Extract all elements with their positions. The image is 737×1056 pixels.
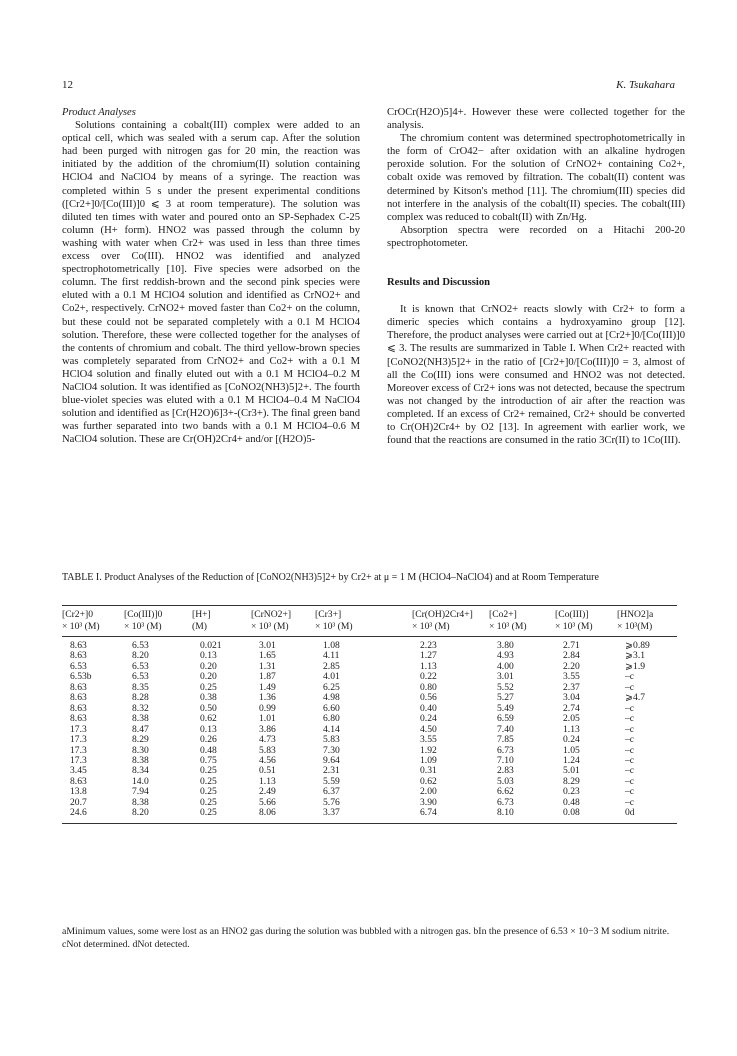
table-row: [62, 637, 677, 652]
table-cell: 4.56: [259, 754, 276, 766]
table-cell: 17.3: [70, 723, 87, 735]
table-cell: 1.92: [420, 744, 437, 756]
paragraph-absorption-spectra: Absorption spectra were recorded on a Hitachi 200-20 spectrophotometer.: [387, 224, 685, 249]
table-cell: 0.24: [563, 734, 580, 746]
table-cell: 1.36: [259, 692, 276, 704]
table-cell: 0.25: [200, 681, 217, 693]
table-cell: 7.94: [132, 786, 149, 798]
product-analyses-table: [62, 605, 677, 824]
table-cell: 6.60: [323, 702, 340, 714]
table-cell: 8.38: [132, 754, 149, 766]
table-cell: –c: [625, 744, 635, 756]
table-cell: 8.30: [132, 744, 149, 756]
table-cell: 6.53: [132, 660, 149, 672]
table-cell: 1.27: [420, 650, 437, 662]
table-cell: 4.93: [497, 650, 514, 662]
table-cell: 3.04: [563, 692, 580, 704]
table-cell: 6.53: [132, 671, 149, 683]
table-cell: 0.25: [200, 786, 217, 798]
table-cell: 1.08: [323, 640, 340, 651]
table-cell: 3.80: [497, 640, 514, 651]
table-cell: 6.80: [323, 713, 340, 725]
table-cell: 8.28: [132, 692, 149, 704]
column-header-name: [Co2+]: [489, 609, 517, 620]
column-header-unit: × 10³(M): [617, 620, 653, 632]
table-cell: 6.59: [497, 713, 514, 725]
table-cell: 8.20: [132, 807, 149, 819]
table-cell: 5.49: [497, 702, 514, 714]
table-cell: ⩾3.1: [625, 650, 646, 662]
table-cell: 1.05: [563, 744, 580, 756]
table-cell: 5.52: [497, 681, 514, 693]
table-cell: 8.10: [497, 807, 514, 819]
product-analyses-paragraph: Solutions containing a cobalt(III) complex were added to an optical cell, which was sealed with a serum cap. After the solution had been purged with nitrogen gas for 20 min, the reaction was initiated by the addition of the chromium(II) solution containing HClO4 and NaClO4 by means of a syringe. The reaction was completed within 5 s under the present experimental conditions ([Cr2+]0/[Co(III)]0 ⩽ 3 at room temperature). The solution was diluted ten times with water and poured onto an SP-Sephadex C-25 column (H+ form). HNO2 was passed through the column by washing with water when Cr2+ was used in less than three times excess over Co(III). HNO2 was identified and analyzed spectrophotometrically [10]. Five species were adsorbed on the column. The first reddish-brown and the second pink species were eluted with a 0.1 M HClO4 solution and identified as CrNO2+ and Co2+, respectively. CrNO2+ moved faster than Co2+ on the column, but these could not be separated completely with a 0.1 M HClO4 solution. Therefore, these were collected together for the analyses of the contents of chromium and cobalt. The third yellow-brown species was completely separated from CrNO2+ and Co2+ with a 0.1 M HClO4 solution and finally eluted out with a 0.1 M HClO4–0.2 M NaClO4 solution. It was identified as [CoNO2(NH3)5]2+. The fourth blue-violet species was eluted with a 0.1 M HClO4–0.4 M NaClO4 solution and identified as [Cr(H2O)6]3+-(Cr3+). The final green band was further separated into two bands with a 0.1 M HClO4–0.6 M NaClO4 solution. These are Cr(OH)2Cr4+ and/or [(H2O)5-: [62, 120, 360, 446]
table-cell: 1.13: [563, 723, 580, 735]
table-cell: –c: [625, 671, 635, 683]
table-cell: ⩾4.7: [625, 692, 646, 704]
column-header: [555, 606, 617, 637]
table-cell: 5.83: [259, 744, 276, 756]
table-cell: –c: [625, 765, 635, 777]
table-cell: 3.55: [563, 671, 580, 683]
table-cell: 6.53: [132, 640, 149, 651]
column-header-name: [Co(III)]: [555, 609, 589, 620]
table-cell: 17.3: [70, 744, 87, 756]
table-cell: 4.00: [497, 660, 514, 672]
table-cell: –c: [625, 681, 635, 693]
table-footnotes: aMinimum values, some were lost as an HNO2 gas during the solution was bubbled with a nitrogen gas. bIn the presence of 6.53 × 10−3 M sodium nitrite. cNot determined. dNot detected.: [62, 926, 670, 950]
table-cell: 0d: [625, 807, 635, 819]
column-header-unit: × 10³ (M): [62, 620, 100, 632]
table-cell: 0.48: [563, 796, 580, 808]
table-cell: 0.40: [420, 702, 437, 714]
table-cell: 3.45: [70, 765, 87, 777]
table-cell: 0.75: [200, 754, 217, 766]
table-cell: 0.08: [563, 807, 580, 819]
running-author: K. Tsukahara: [616, 79, 675, 91]
table-cell: 4.14: [323, 723, 340, 735]
column-header: [124, 606, 192, 637]
table-cell: 8.38: [132, 796, 149, 808]
table-row: [62, 766, 677, 776]
table-cell: 2.83: [497, 765, 514, 777]
table-row: [62, 808, 677, 823]
table-cell: 2.71: [563, 640, 580, 651]
table-cell: 8.29: [132, 734, 149, 746]
table-cell: 0.62: [420, 775, 437, 787]
table-cell: 6.37: [323, 786, 340, 798]
table-cell: 0.31: [420, 765, 437, 777]
table-cell: 24.6: [70, 807, 87, 819]
table-row: [62, 756, 677, 766]
table-cell: 4.73: [259, 734, 276, 746]
column-header-name: [Cr(OH)2Cr4+]: [412, 609, 473, 620]
column-header-unit: (M): [192, 620, 207, 632]
column-header: [315, 606, 412, 637]
table-cell: 0.25: [200, 796, 217, 808]
table-cell: 1.65: [259, 650, 276, 662]
table-cell: 8.63: [70, 640, 87, 651]
table-cell: 7.30: [323, 744, 340, 756]
table-row: [62, 777, 677, 787]
table-cell: 2.85: [323, 660, 340, 672]
table-cell: 2.37: [563, 681, 580, 693]
table-cell: 4.11: [323, 650, 340, 662]
table-row: [62, 651, 677, 661]
table-cell: 0.021: [200, 640, 222, 651]
column-header-name: [H+]: [192, 609, 211, 620]
table-cell: 8.63: [70, 775, 87, 787]
table-cell: 3.55: [420, 734, 437, 746]
table-cell: 7.40: [497, 723, 514, 735]
table-row: [62, 693, 677, 703]
table-cell: 3.86: [259, 723, 276, 735]
table-cell: –c: [625, 734, 635, 746]
table-cell: 0.20: [200, 671, 217, 683]
table-cell: 2.74: [563, 702, 580, 714]
table-cell: 0.99: [259, 702, 276, 714]
table-cell: 0.22: [420, 671, 437, 683]
table-cell: 3.01: [497, 671, 514, 683]
table-caption: TABLE I. Product Analyses of the Reduction of [CoNO2(NH3)5]2+ by Cr2+ at μ = 1 M (HClO4–NaClO4) and at Room Temperature: [62, 572, 599, 583]
table-cell: ⩾0.89: [625, 640, 650, 651]
table-cell: 5.66: [259, 796, 276, 808]
table-cell: –c: [625, 713, 635, 725]
table-cell: 0.13: [200, 723, 217, 735]
table-body: [62, 637, 677, 824]
table-cell: –c: [625, 702, 635, 714]
table-cell: 8.20: [132, 650, 149, 662]
right-column: [387, 106, 685, 447]
table-cell: 4.50: [420, 723, 437, 735]
column-header-unit: × 10³ (M): [315, 620, 353, 632]
table-cell: 0.20: [200, 660, 217, 672]
table-cell: 5.01: [563, 765, 580, 777]
table-cell: 0.24: [420, 713, 437, 725]
section-title-results: Results and Discussion: [387, 277, 491, 289]
table-cell: 0.13: [200, 650, 217, 662]
table-cell: 8.47: [132, 723, 149, 735]
table-cell: 1.87: [259, 671, 276, 683]
table-row: [62, 798, 677, 808]
column-header: [489, 606, 555, 637]
table-cell: 0.48: [200, 744, 217, 756]
paragraph-results: It is known that CrNO2+ reacts slowly with Cr2+ to form a dimeric species which contains a hydroxyamino group [12]. Therefore, the product analyses were carried out at [Cr2+]0/[Co(III)]0 ⩽ 3. The results are summarized in Table I. When Cr2+ reacted with [CoNO2(NH3)5]2+ in the ratio of [Cr2+]0/[Co(III)]0 = 3, almost of all the Co(III) ions were consumed and HNO2 was not detected. Moreover excess of Cr2+ ions was not detected, because the spectrum was not changed by the introduction of air after the reaction was completed. If an excess of Cr2+ remained, Cr2+ should be converted to Cr(OH)2Cr4+ by O2 [13]. In agreement with earlier work, we found that the reactions are consumed in the ratio 3Cr(II) to 1Co(III).: [387, 304, 685, 447]
table-cell: 1.24: [563, 754, 580, 766]
column-header: [192, 606, 251, 637]
column-header: [617, 606, 677, 637]
table-cell: 1.09: [420, 754, 437, 766]
table-cell: 1.49: [259, 681, 276, 693]
table-cell: 4.98: [323, 692, 340, 704]
table-cell: 20.7: [70, 796, 87, 808]
table-cell: 8.38: [132, 713, 149, 725]
section-title-product-analyses: Product Analyses: [62, 107, 136, 118]
table-cell: 5.76: [323, 796, 340, 808]
table-cell: 13.8: [70, 786, 87, 798]
table-cell: 6.53: [70, 660, 87, 672]
table-cell: 14.0: [132, 775, 149, 787]
table-cell: 6.73: [497, 744, 514, 756]
table-cell: 6.74: [420, 807, 437, 819]
table-row: [62, 683, 677, 693]
column-header-unit: × 10³ (M): [412, 620, 450, 632]
table-cell: 1.31: [259, 660, 276, 672]
table-cell: 0.38: [200, 692, 217, 704]
table-cell: 2.84: [563, 650, 580, 662]
table-cell: 8.63: [70, 681, 87, 693]
table-cell: 3.90: [420, 796, 437, 808]
column-header-name: [HNO2]a: [617, 609, 654, 620]
table-row: [62, 704, 677, 714]
table-row: [62, 672, 677, 682]
table-row: [62, 746, 677, 756]
column-header: [412, 606, 489, 637]
table-cell: 0.23: [563, 786, 580, 798]
column-header: [251, 606, 315, 637]
table-cell: 17.3: [70, 754, 87, 766]
table-cell: 0.50: [200, 702, 217, 714]
page-header: [62, 79, 675, 93]
table-cell: 1.13: [259, 775, 276, 787]
table-cell: 3.01: [259, 640, 276, 651]
table-cell: 6.62: [497, 786, 514, 798]
table-cell: 8.63: [70, 713, 87, 725]
table-cell: –c: [625, 754, 635, 766]
table-cell: 8.34: [132, 765, 149, 777]
table-cell: 6.53b: [70, 671, 92, 683]
table-cell: 5.59: [323, 775, 340, 787]
column-header: [62, 606, 124, 637]
table-cell: 0.25: [200, 765, 217, 777]
column-header-unit: × 10³ (M): [124, 620, 162, 632]
table-cell: 0.56: [420, 692, 437, 704]
column-header-name: [Co(III)]0: [124, 609, 163, 620]
table-cell: –c: [625, 796, 635, 808]
table-cell: ⩾1.9: [625, 660, 646, 672]
column-header-unit: × 10³ (M): [555, 620, 593, 632]
table-cell: 2.05: [563, 713, 580, 725]
table-cell: 7.10: [497, 754, 514, 766]
column-header-name: [CrNO2+]: [251, 609, 292, 620]
table-header-row: [62, 606, 677, 637]
table-cell: 0.62: [200, 713, 217, 725]
table-cell: 2.23: [420, 640, 437, 651]
table-cell: 1.13: [420, 660, 437, 672]
table-cell: 3.37: [323, 807, 340, 819]
table-cell: 8.63: [70, 702, 87, 714]
table-cell: 5.03: [497, 775, 514, 787]
table-cell: 2.20: [563, 660, 580, 672]
table-cell: 2.00: [420, 786, 437, 798]
table-cell: 8.06: [259, 807, 276, 819]
paragraph-chromium-content: The chromium content was determined spectrophotometrically in the form of CrO42− after oxidation with an alkaline hydrogen peroxide solution. For the solution of CrNO2+ containing Co2+, cobalt oxide was removed by filtration. The cobalt(II) content was determined by Kitson's method [11]. The chromium(III) species did not interfere in the analysis of the cobalt(II) species. The cobalt(III) complex was reduced to cobalt(II) with Zn/Hg.: [387, 133, 685, 223]
table-cell: 5.83: [323, 734, 340, 746]
table-row: [62, 725, 677, 735]
table-cell: –c: [625, 723, 635, 735]
table-row: [62, 662, 677, 672]
table-cell: –c: [625, 786, 635, 798]
table-cell: –c: [625, 775, 635, 787]
table-cell: 0.25: [200, 775, 217, 787]
table-row: [62, 714, 677, 724]
column-header-name: [Cr2+]0: [62, 609, 93, 620]
table-cell: 5.27: [497, 692, 514, 704]
table-cell: 8.63: [70, 692, 87, 704]
table-cell: 7.85: [497, 734, 514, 746]
column-header-name: [Cr3+]: [315, 609, 342, 620]
table-cell: 6.25: [323, 681, 340, 693]
table-cell: 6.73: [497, 796, 514, 808]
paragraph-continuation: CrOCr(H2O)5]4+. However these were collected together for the analysis.: [387, 107, 685, 132]
column-header-unit: × 10³ (M): [489, 620, 527, 632]
column-header-unit: × 10³ (M): [251, 620, 289, 632]
table-row: [62, 735, 677, 745]
table-cell: 8.35: [132, 681, 149, 693]
table-cell: 8.29: [563, 775, 580, 787]
table-cell: 9.64: [323, 754, 340, 766]
table-cell: 8.63: [70, 650, 87, 662]
table-cell: 4.01: [323, 671, 340, 683]
table-cell: 0.26: [200, 734, 217, 746]
page-number: 12: [62, 79, 73, 91]
table-cell: 2.49: [259, 786, 276, 798]
table-cell: 0.51: [259, 765, 276, 777]
table-row: [62, 787, 677, 797]
table-cell: 2.31: [323, 765, 340, 777]
table-cell: 8.32: [132, 702, 149, 714]
left-column: [62, 106, 360, 446]
table-cell: 17.3: [70, 734, 87, 746]
table-cell: 1.01: [259, 713, 276, 725]
table-cell: 0.25: [200, 807, 217, 819]
table-cell: 0.80: [420, 681, 437, 693]
